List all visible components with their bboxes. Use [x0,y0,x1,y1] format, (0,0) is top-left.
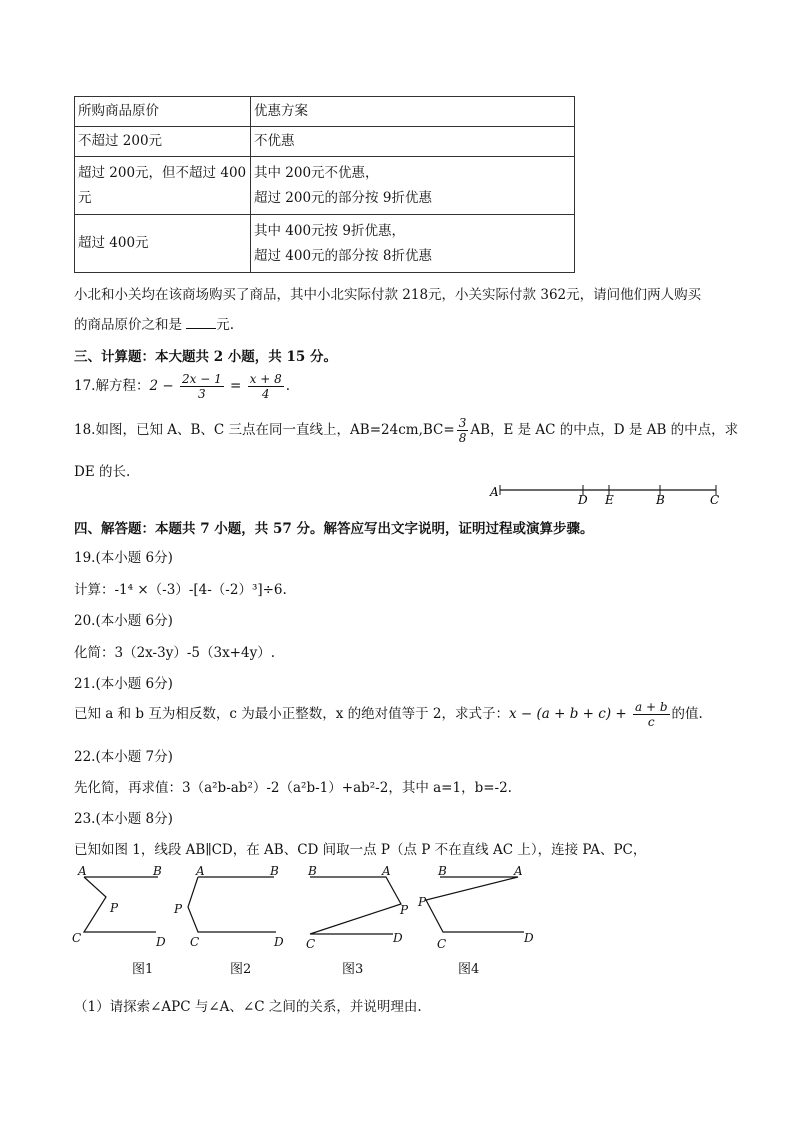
svg-text:D: D [393,931,403,945]
svg-text:B: B [308,864,317,878]
point-label: B [656,493,665,507]
svg-text:P: P [418,895,427,909]
svg-text:D: D [274,935,284,949]
fraction: $\frac{x + 8}{4}$ [249,372,282,401]
q18-line1: 18.如图，已知 A、B、C 三点在同一直线上，AB=24cm,BC= $\frac{3}{8}$ AB，E 是 AC 的中点，D 是 AB 的中点，求 [74,416,739,445]
svg-text:A: A [382,864,391,878]
svg-text:D: D [156,935,166,949]
table-cell-price: 不超过 200元 [75,127,251,157]
svg-text:A: A [196,864,205,878]
svg-text:B: B [438,864,447,878]
q20-head: 20.(本小题 6分) [74,613,173,629]
svg-text:B: B [153,864,162,878]
table-cell-price: 超过 400元 [75,215,251,273]
q22-head: 22.(本小题 7分) [74,749,173,765]
q20-body: 化简：3（2x-3y）-5（3x+4y）. [74,645,276,661]
q19-body: 计算：-1⁴ ×（-3）-[4-（-2）³]÷6. [74,582,287,598]
q16-line1: 小北和小关均在该商场购买了商品，其中小北实际付款 218元，小关实际付款 362元，请问他们两人购买 [74,287,702,303]
svg-text:C: C [190,935,200,949]
q18-line2: DE 的长. [74,464,131,480]
parallel-lines-figures [68,862,538,982]
q21-head: 21.(本小题 6分) [74,676,173,692]
point-label: A [490,485,499,499]
figure-caption: 图4 [458,962,480,977]
fraction: $\frac{a + b}{c}$ [634,700,668,729]
answer-blank [186,328,216,329]
svg-text:C: C [306,937,316,951]
point-label: C [710,493,720,507]
svg-text:C: C [437,937,447,951]
number-line-figure [488,478,724,508]
pricing-table [74,96,575,273]
q16-line2: 的商品原价之和是 元. [74,317,235,333]
q23-sub1: （1）请探索∠APC 与∠A、∠C 之间的关系，并说明理由. [74,999,422,1015]
svg-text:D: D [524,931,534,945]
svg-text:A: A [514,864,523,878]
svg-text:P: P [400,903,409,917]
table-cell-plan: 其中 200元不优惠， 超过 200元的部分按 9折优惠 [251,157,575,215]
svg-text:P: P [110,901,119,915]
point-label: D [578,493,588,507]
fraction: $\frac{3}{8}$ [458,416,467,445]
q17: 17.解方程：2 − $\frac{2x - 1}{3}$ = $\frac{x + 8}{4}$ . [74,372,291,401]
table-cell-price: 超过 200元，但不超过 400元 [75,157,251,215]
point-label: E [605,493,614,507]
table-header-price: 所购商品原价 [75,97,251,127]
svg-text:A: A [78,864,87,878]
figure-caption: 图1 [132,962,154,977]
figure-caption: 图3 [342,962,364,977]
q22-body: 先化简，再求值：3（a²b-ab²）-2（a²b-1）+ab²-2，其中 a=1，b=-2. [74,780,512,796]
section-4-heading: 四、解答题：本题共 7 小题，共 57 分。解答应写出文字说明，证明过程或演算步骤。 [74,521,594,537]
svg-text:P: P [174,902,183,916]
svg-text:C: C [72,931,82,945]
q23-head: 23.(本小题 8分) [74,811,173,827]
table-header-plan: 优惠方案 [251,97,575,127]
q21-body: 已知 a 和 b 互为相反数，c 为最小正整数，x 的绝对值等于 2，求式子：x − (a + b + c) + $\frac{a + b}{c}$ 的值. [74,700,703,729]
q19-head: 19.(本小题 6分) [74,550,173,566]
section-3-heading: 三、计算题：本大题共 2 小题，共 15 分。 [74,349,337,365]
fraction: $\frac{2x - 1}{3}$ [181,372,222,401]
table-cell-plan: 其中 400元按 9折优惠， 超过 400元的部分按 8折优惠 [251,215,575,273]
table-cell-plan: 不优惠 [251,127,575,157]
figure-caption: 图2 [230,962,252,977]
svg-text:B: B [270,864,279,878]
q23-body: 已知如图 1，线段 AB∥CD，在 AB、CD 间取一点 P（点 P 不在直线 AC 上），连接 PA、PC， [74,842,647,858]
